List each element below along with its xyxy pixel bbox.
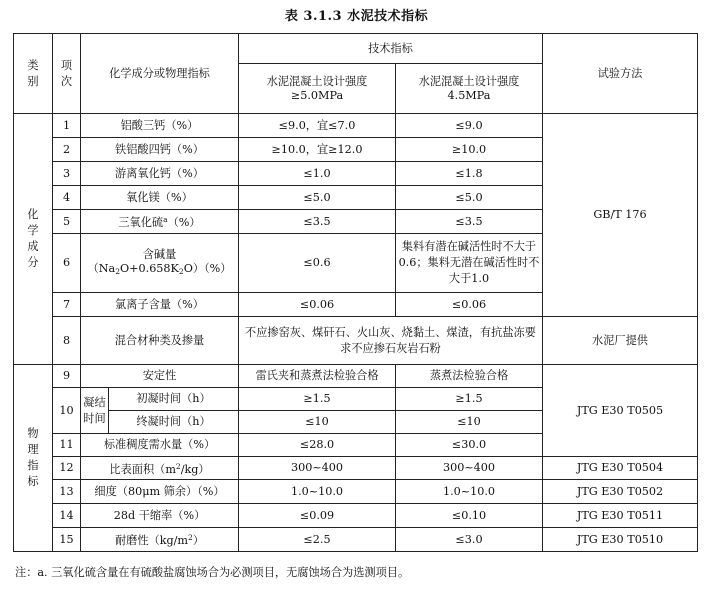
method-stability: JTG E30 T0505 <box>543 365 698 457</box>
value-a: ≥1.5 <box>239 388 396 411</box>
header-item-no: 项 次 <box>53 34 81 114</box>
value-b: ≤30.0 <box>396 434 543 457</box>
table-row <box>14 457 698 480</box>
table-row <box>14 317 698 365</box>
item-no: 4 <box>53 186 81 210</box>
item-no: 10 <box>53 388 81 434</box>
method-surface: JTG E30 T0504 <box>543 457 698 480</box>
value-a: ≤1.0 <box>239 162 396 186</box>
item-no: 14 <box>53 504 81 528</box>
value-ab: 不应掺窑灰、煤矸石、火山灰、烧黏土、煤渣，有抗盐冻要求不应掺石灰岩石粉 <box>239 317 543 365</box>
method-fineness: JTG E30 T0502 <box>543 480 698 504</box>
item-no: 1 <box>53 114 81 138</box>
value-a: 雷氏夹和蒸煮法检验合格 <box>239 365 396 388</box>
item-no: 3 <box>53 162 81 186</box>
item-no: 7 <box>53 293 81 317</box>
value-a: ≤2.5 <box>239 528 396 552</box>
item-group: 凝结时间 <box>81 388 109 434</box>
method-shrink: JTG E30 T0511 <box>543 504 698 528</box>
header-method: 试验方法 <box>543 34 698 114</box>
item-name: 游离氧化钙（%） <box>81 162 239 186</box>
item-name: 耐磨性$(kg/m^2)$ <box>81 528 239 552</box>
table-row <box>14 114 698 138</box>
value-b: ≤1.8 <box>396 162 543 186</box>
item-name: 三氧化硫$^a$（%） <box>81 210 239 234</box>
cement-spec-table <box>13 33 698 552</box>
value-a: ≤10 <box>239 411 396 434</box>
header-category: 类 别 <box>14 34 53 114</box>
value-a: ≤0.09 <box>239 504 396 528</box>
method-mix: 水泥厂提供 <box>543 317 698 365</box>
item-no: 5 <box>53 210 81 234</box>
header-grade-b: 水泥混凝土设计强度 4.5MPa <box>396 64 543 114</box>
value-a: 1.0~10.0 <box>239 480 396 504</box>
item-no: 8 <box>53 317 81 365</box>
item-name: 28d 干缩率（%） <box>81 504 239 528</box>
item-name: 初凝时间（h） <box>109 388 239 411</box>
item-name: 细度（80μm 筛余）（%） <box>81 480 239 504</box>
value-b: ≤0.06 <box>396 293 543 317</box>
group-physical: 物 理 指 标 <box>14 365 53 552</box>
item-name: 铝酸三钙（%） <box>81 114 239 138</box>
item-name: 铁铝酸四钙（%） <box>81 138 239 162</box>
item-name: 混合材种类及掺量 <box>81 317 239 365</box>
item-no: 12 <box>53 457 81 480</box>
item-name: 氧化镁（%） <box>81 186 239 210</box>
value-b: 集料有潜在碱活性时不大于0.6；集料无潜在碱活性时不大于1.0 <box>396 234 543 293</box>
item-name: 氯离子含量（%） <box>81 293 239 317</box>
value-a: ≤3.5 <box>239 210 396 234</box>
table-row <box>14 528 698 552</box>
item-no: 13 <box>53 480 81 504</box>
value-b: ≤3.5 <box>396 210 543 234</box>
item-name: 终凝时间（h） <box>109 411 239 434</box>
value-b: ≤0.10 <box>396 504 543 528</box>
header-indicator: 化学成分或物理指标 <box>81 34 239 114</box>
value-a: ≤9.0，宜≤7.0 <box>239 114 396 138</box>
value-b: 蒸煮法检验合格 <box>396 365 543 388</box>
item-name: 比表面积$(m^2/kg)$ <box>81 457 239 480</box>
value-a: ≤0.6 <box>239 234 396 293</box>
item-no: 6 <box>53 234 81 293</box>
header-row <box>14 34 698 64</box>
value-a: ≤0.06 <box>239 293 396 317</box>
method-wear: JTG E30 T0510 <box>543 528 698 552</box>
group-chemical: 化 学 成 分 <box>14 114 53 365</box>
value-a: ≥10.0，宜≥12.0 <box>239 138 396 162</box>
value-b: ≥1.5 <box>396 388 543 411</box>
value-b: ≤3.0 <box>396 528 543 552</box>
table-row <box>14 365 698 388</box>
header-tech: 技术指标 <box>239 34 543 64</box>
value-b: ≤5.0 <box>396 186 543 210</box>
item-name: 安定性 <box>81 365 239 388</box>
value-b: ≥10.0 <box>396 138 543 162</box>
item-no: 2 <box>53 138 81 162</box>
item-name: 标准稠度需水量（%） <box>81 434 239 457</box>
footnote: 注：a. 三氧化硫含量在有硫酸盐腐蚀场合为必测项目，无腐蚀场合为选测项目。 <box>15 566 410 579</box>
table-title: 表 3.1.3 水泥技术指标 <box>284 9 429 24</box>
value-a: ≤28.0 <box>239 434 396 457</box>
item-no: 15 <box>53 528 81 552</box>
item-no: 9 <box>53 365 81 388</box>
value-b: 300~400 <box>396 457 543 480</box>
value-b: ≤9.0 <box>396 114 543 138</box>
value-a: ≤5.0 <box>239 186 396 210</box>
value-b: 1.0~10.0 <box>396 480 543 504</box>
table-row <box>14 480 698 504</box>
header-grade-a: 水泥混凝土设计强度 ≥5.0MPa <box>239 64 396 114</box>
value-b: ≤10 <box>396 411 543 434</box>
method-chem: GB/T 176 <box>543 114 698 317</box>
item-name: 含碱量 $(Na_2O+0.658K_2O)(\%)$ <box>81 234 239 293</box>
item-no: 11 <box>53 434 81 457</box>
value-a: 300~400 <box>239 457 396 480</box>
table-row <box>14 504 698 528</box>
